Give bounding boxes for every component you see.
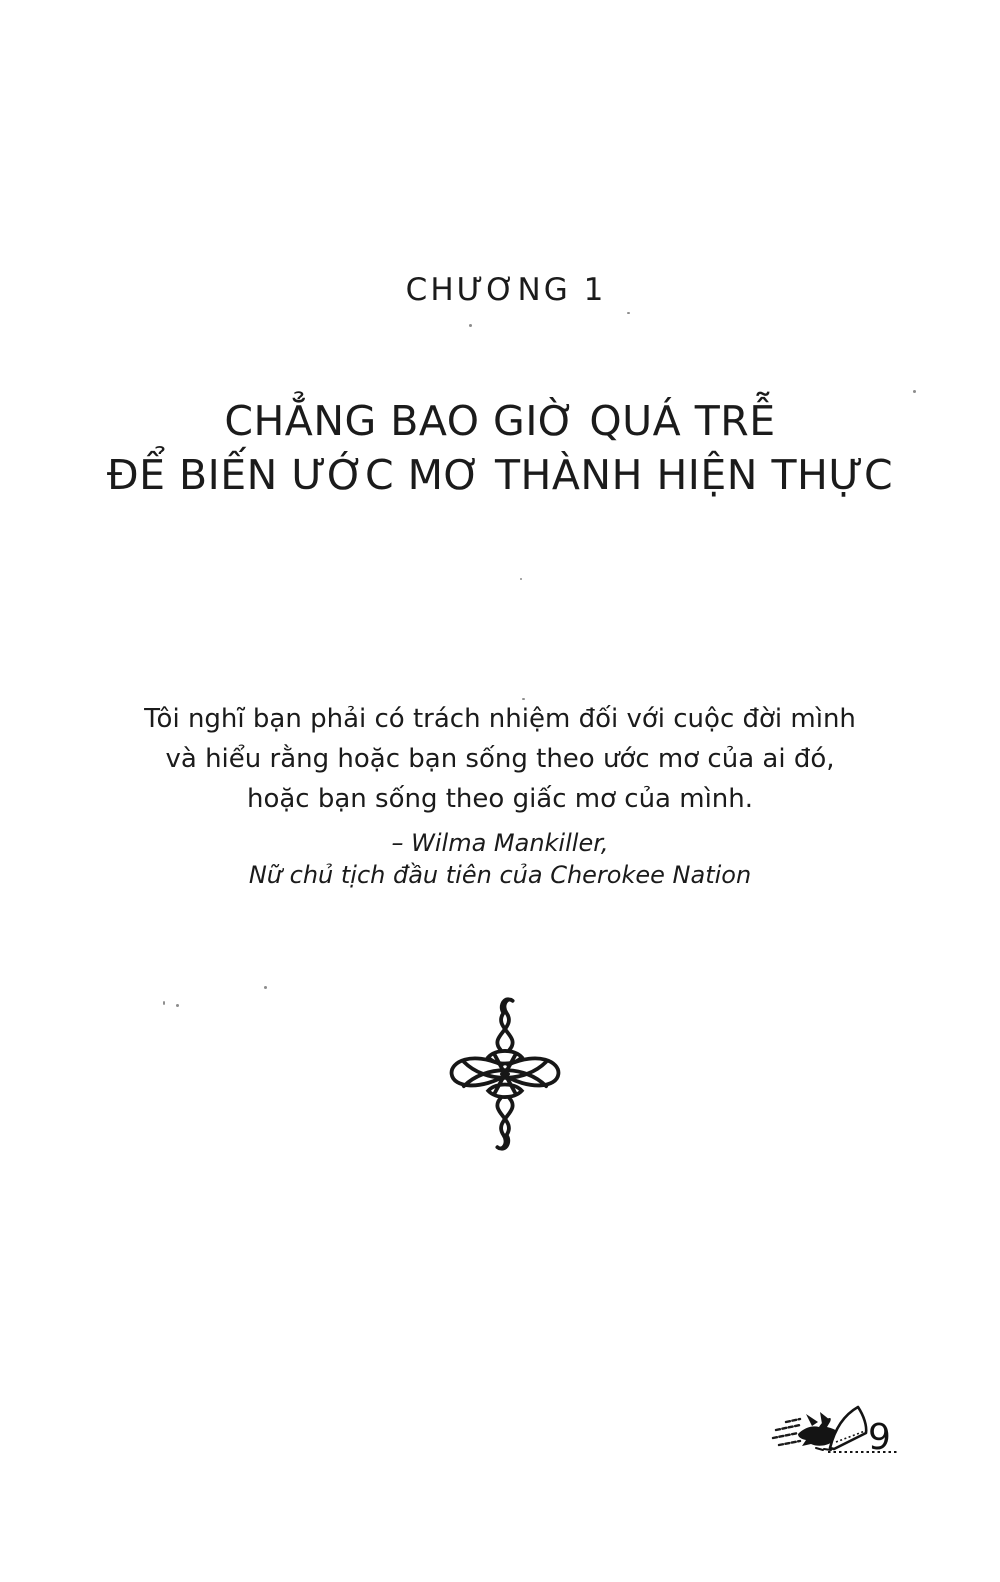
chapter-title	[0, 394, 1000, 502]
scan-speck	[163, 1001, 165, 1005]
calligraphic-flourish-icon	[444, 986, 566, 1162]
scan-speck	[469, 324, 472, 327]
epigraph-line: và hiểu rằng hoặc bạn sống theo ước mơ của ai đó,	[165, 744, 835, 774]
chapter-title-line-2: ĐỂ BIẾN ƯỚC MƠ THÀNH HIỆN THỰC	[106, 451, 894, 499]
ornament-container	[0, 986, 1000, 1162]
scan-speck	[176, 1004, 179, 1007]
flying-bird-with-sail-icon	[770, 1402, 902, 1460]
chapter-title-line-1: CHẲNG BAO GIỜ QUÁ TRỄ	[224, 397, 776, 445]
epigraph-attribution: – Wilma Mankiller,	[391, 829, 609, 857]
scan-speck	[913, 390, 916, 393]
scan-speck	[264, 986, 267, 989]
epigraph-line: hoặc bạn sống theo giấc mơ của mình.	[246, 784, 754, 814]
epigraph-line: Tôi nghĩ bạn phải có trách nhiệm đối với cuộc đời mình	[144, 704, 856, 734]
page-number: 9	[868, 1417, 891, 1458]
epigraph-attribution-title: Nữ chủ tịch đầu tiên của Cherokee Nation	[248, 861, 752, 889]
page-footer	[770, 1402, 902, 1460]
scan-speck	[522, 698, 525, 700]
chapter-label: CHƯƠNG 1	[405, 272, 607, 308]
scan-speck	[627, 312, 630, 314]
epigraph	[0, 699, 1000, 891]
scan-speck	[520, 578, 522, 580]
